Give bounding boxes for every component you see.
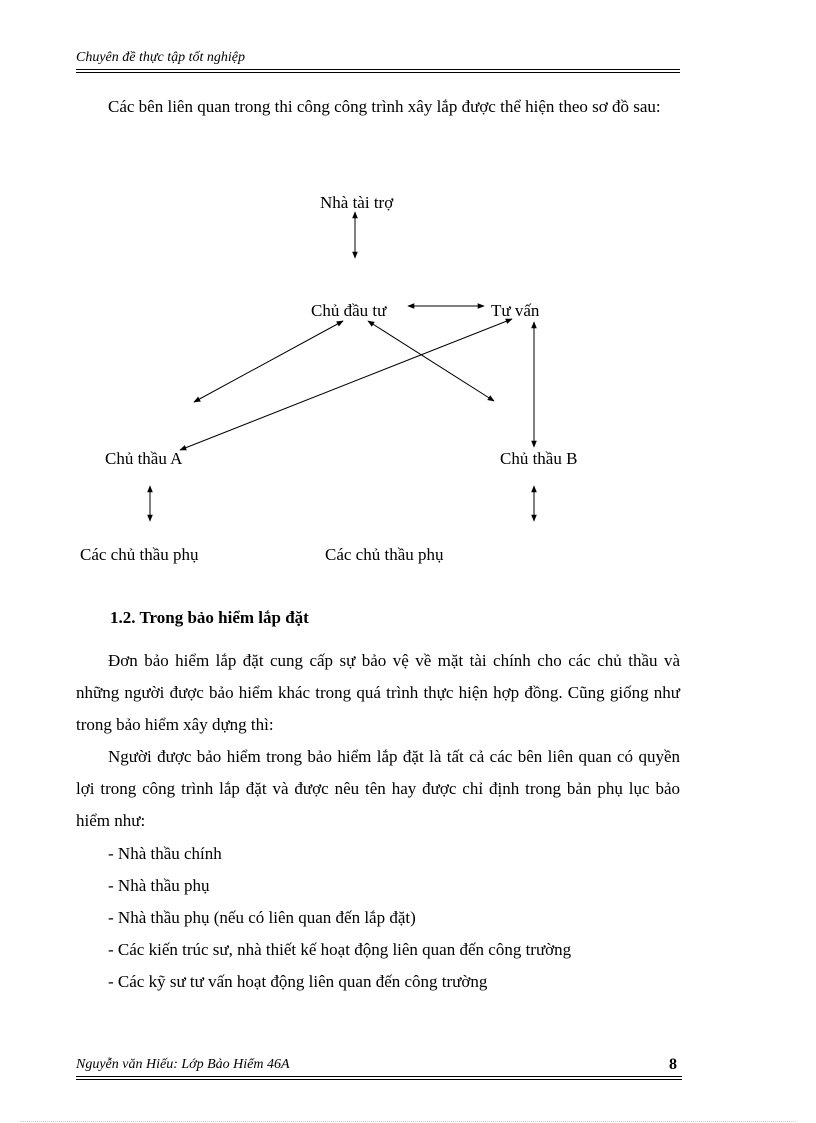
node-investor: Chủ đầu tư bbox=[311, 301, 387, 320]
page-number: 8 bbox=[669, 1056, 677, 1073]
intro-paragraph: Các bên liên quan trong thi công công trình xây lắp được thể hiện theo sơ đồ sau: bbox=[108, 97, 661, 116]
list-item: - Nhà thầu chính bbox=[108, 844, 222, 863]
section-heading: 1.2. Trong bảo hiểm lắp đặt bbox=[110, 608, 309, 627]
node-subcontractors-b: Các chủ thầu phụ bbox=[325, 545, 444, 564]
footer-rule-top bbox=[76, 1076, 682, 1077]
node-contractor-b: Chủ thầu B bbox=[500, 449, 578, 468]
list-item: - Các kiến trúc sư, nhà thiết kế hoạt động liên quan đến công trường bbox=[108, 940, 572, 959]
list-item: - Nhà thầu phụ (nếu có liên quan đến lắp đặt) bbox=[108, 908, 416, 927]
arrow-investor-left bbox=[194, 321, 343, 402]
arrow-consultant-contractor-a bbox=[180, 319, 512, 450]
page-header-title: Chuyên đề thực tập tốt nghiệp bbox=[76, 50, 245, 65]
footer-rule-bottom bbox=[76, 1079, 682, 1080]
page-bottom-border bbox=[20, 1121, 796, 1122]
footer-author: Nguyễn văn Hiếu: Lớp Bảo Hiểm 46A bbox=[76, 1057, 290, 1072]
node-subcontractors-a: Các chủ thầu phụ bbox=[80, 545, 199, 564]
list-item: - Nhà thầu phụ bbox=[108, 876, 210, 895]
section-paragraph-2: Người được bảo hiểm trong bảo hiểm lắp đặt là tất cả các bên liên quan có quyền lợi trong công trình lắp đặt và được nêu tên hay được chỉ định trong bản phụ lục bảo hiểm như: bbox=[76, 747, 680, 830]
section-paragraph-1: Đơn bảo hiểm lắp đặt cung cấp sự bảo vệ về mặt tài chính cho các chủ thầu và những người được bảo hiểm khác trong quá trình thực hiện hợp đồng. Cũng giống như trong bảo hiểm xây dựng thì: bbox=[76, 651, 680, 734]
list-item: - Các kỹ sư tư vấn hoạt động liên quan đến công trường bbox=[108, 972, 488, 991]
node-sponsor: Nhà tài trợ bbox=[320, 193, 394, 212]
node-contractor-a: Chủ thầu A bbox=[105, 449, 183, 468]
node-consultant: Tư vấn bbox=[491, 301, 540, 320]
arrow-investor-contractor-b bbox=[368, 321, 494, 401]
